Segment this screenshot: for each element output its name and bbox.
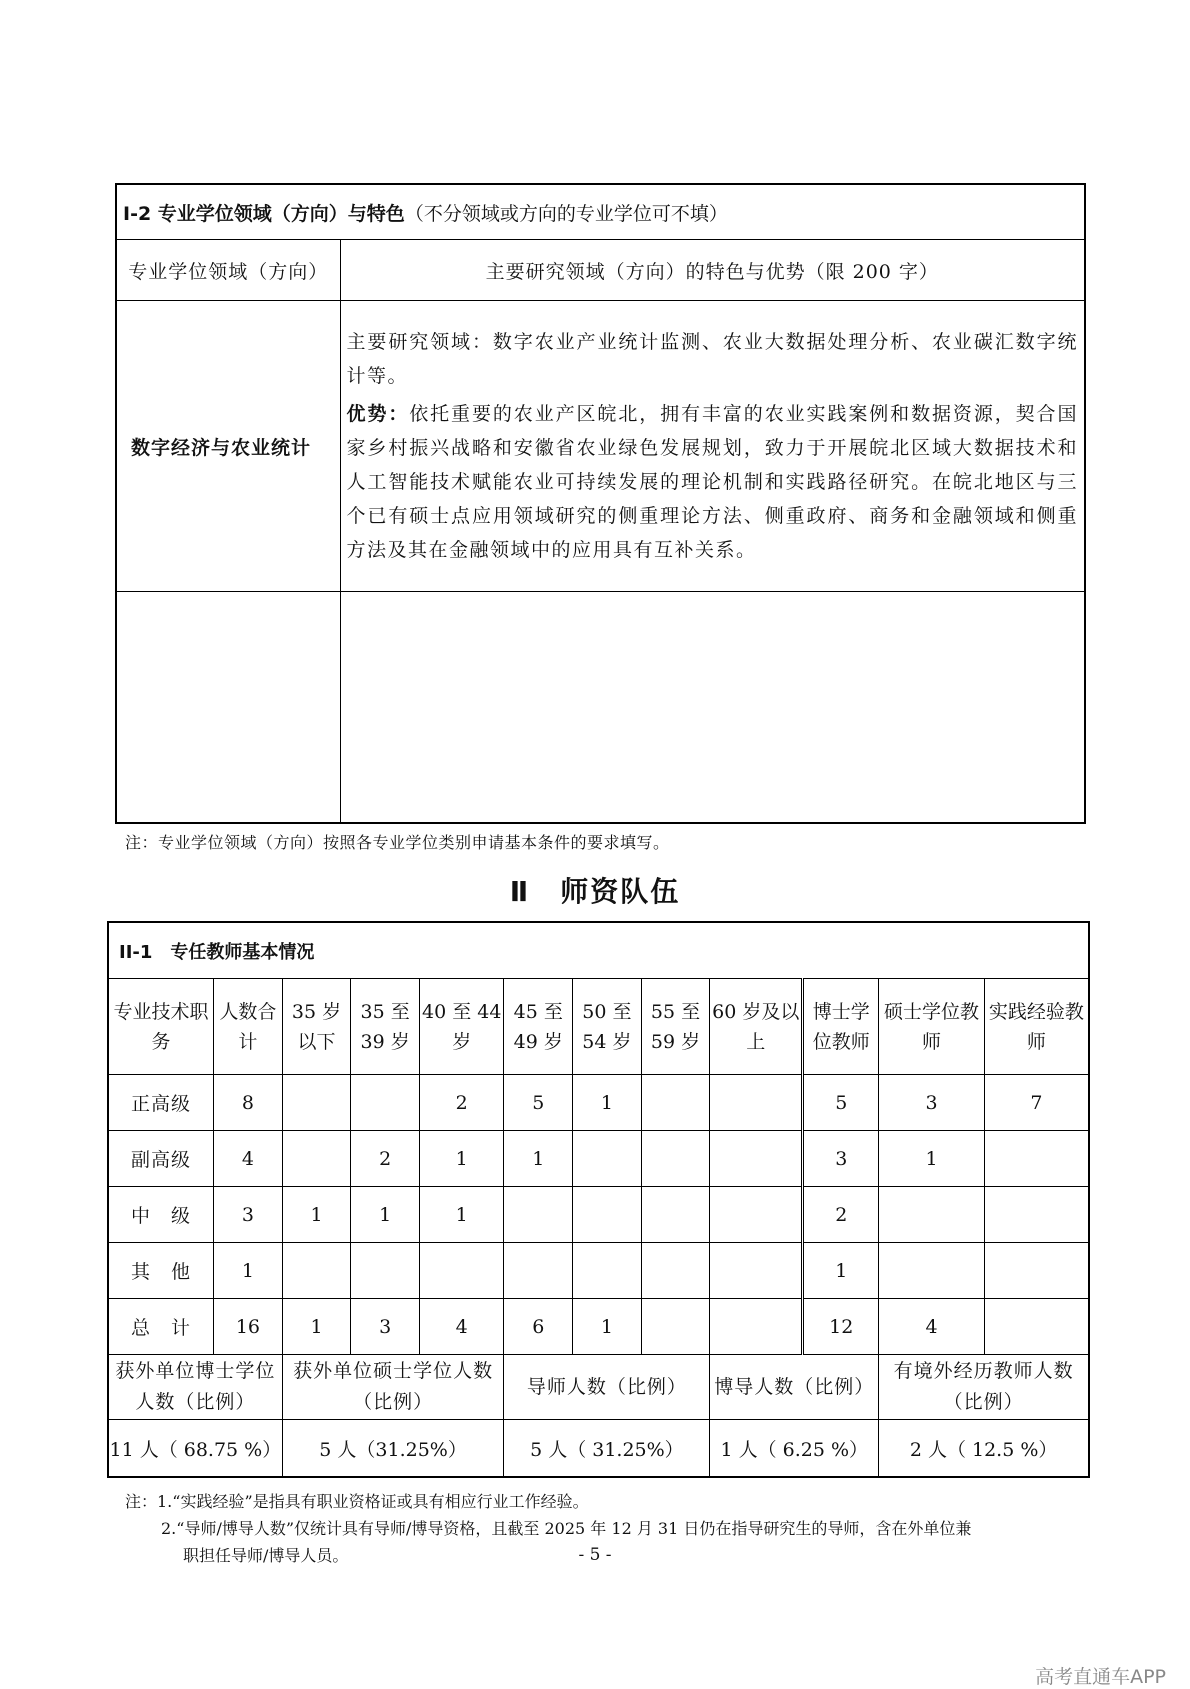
data-cell: 1 <box>504 1131 573 1187</box>
page-number: - 5 - <box>578 1545 612 1565</box>
table-i2-note: （不分领域或方向的专业学位可不填） <box>404 202 728 225</box>
header-cell: 45 至 49 岁 <box>504 979 573 1075</box>
row-label: 副高级 <box>108 1131 214 1187</box>
data-cell: 1 <box>214 1243 283 1299</box>
data-cell <box>504 1243 573 1299</box>
empty-field-cell <box>116 592 340 824</box>
summary-header-cell: 获外单位硕士学位人数（比例） <box>282 1355 504 1420</box>
table-row <box>108 1075 1089 1131</box>
data-cell: 1 <box>351 1187 420 1243</box>
table-i2-number: I-2 <box>123 202 152 225</box>
watermark: 高考直通车APP <box>1035 1666 1166 1688</box>
data-cell <box>984 1243 1089 1299</box>
data-cell <box>710 1075 803 1131</box>
header-row <box>108 979 1089 1075</box>
summary-value-cell: 5 人（ 31.25%） <box>504 1420 710 1478</box>
table-ii1 <box>107 921 1090 1478</box>
data-cell: 7 <box>984 1075 1089 1131</box>
data-cell <box>351 1243 420 1299</box>
data-cell: 1 <box>282 1187 351 1243</box>
header-cell: 35 至 39 岁 <box>351 979 420 1075</box>
header-cell: 专业技术职务 <box>108 979 214 1075</box>
header-cell: 40 至 44 岁 <box>419 979 503 1075</box>
footnote-2-cont: 职担任导师/博导人员。 <box>183 1546 349 1565</box>
table-i2-footnote: 注：专业学位领域（方向）按照各专业学位类别申请基本条件的要求填写。 <box>125 833 670 852</box>
header-cell: 博士学位教师 <box>803 979 879 1075</box>
data-cell: 6 <box>504 1299 573 1355</box>
data-cell <box>984 1299 1089 1355</box>
data-cell: 2 <box>351 1131 420 1187</box>
section-title: Ⅱ 师资队伍 <box>509 875 681 908</box>
data-cell <box>504 1187 573 1243</box>
header-cell: 55 至 59 岁 <box>641 979 710 1075</box>
header-cell: 35 岁以下 <box>282 979 351 1075</box>
table-row <box>108 1131 1089 1187</box>
data-cell <box>282 1243 351 1299</box>
data-cell: 3 <box>879 1075 985 1131</box>
data-cell <box>710 1299 803 1355</box>
data-cell <box>710 1187 803 1243</box>
summary-header-cell: 获外单位博士学位人数（比例） <box>108 1355 282 1420</box>
data-cell: 4 <box>879 1299 985 1355</box>
data-cell: 5 <box>803 1075 879 1131</box>
data-cell: 5 <box>504 1075 573 1131</box>
data-cell <box>879 1187 985 1243</box>
header-cell: 人数合计 <box>214 979 283 1075</box>
col-header-features: 主要研究领域（方向）的特色与优势（限 200 字） <box>340 240 1085 301</box>
row-label: 中 级 <box>108 1187 214 1243</box>
table-row <box>108 1243 1089 1299</box>
row-label: 其 他 <box>108 1243 214 1299</box>
data-cell: 1 <box>879 1131 985 1187</box>
data-cell <box>573 1131 642 1187</box>
data-cell: 1 <box>573 1299 642 1355</box>
summary-value-row <box>108 1420 1089 1478</box>
data-cell: 1 <box>803 1243 879 1299</box>
data-cell: 2 <box>419 1075 503 1131</box>
data-cell <box>282 1131 351 1187</box>
summary-header-row <box>108 1355 1089 1420</box>
data-cell <box>984 1131 1089 1187</box>
data-cell <box>351 1075 420 1131</box>
data-cell <box>573 1187 642 1243</box>
data-cell <box>573 1243 642 1299</box>
summary-header-cell: 导师人数（比例） <box>504 1355 710 1420</box>
row-label: 总 计 <box>108 1299 214 1355</box>
data-cell <box>641 1131 710 1187</box>
field-description-cell <box>340 301 1085 592</box>
data-cell <box>984 1187 1089 1243</box>
table-ii1-title: II-1 专任教师基本情况 <box>108 922 1089 979</box>
table-row-total <box>108 1299 1089 1355</box>
data-cell <box>282 1075 351 1131</box>
data-cell: 1 <box>282 1299 351 1355</box>
data-cell: 8 <box>214 1075 283 1131</box>
empty-description-cell <box>340 592 1085 824</box>
summary-value-cell: 1 人（ 6.25 %） <box>710 1420 879 1478</box>
header-cell: 60 岁及以上 <box>710 979 803 1075</box>
footnote-2: 2.“导师/博导人数”仅统计具有导师/博导资格，且截至 2025 年 12 月 31 日仍在指导研究生的导师，含在外单位兼 <box>161 1519 972 1538</box>
table-row <box>108 1187 1089 1243</box>
data-cell <box>641 1187 710 1243</box>
advantages: 优势：依托重要的农业产区皖北，拥有丰富的农业实践案例和数据资源，契合国家乡村振兴战略和安徽省农业绿色发展规划，致力于开展皖北区域大数据技术和人工智能技术赋能农业可持续发展的理论机制和实践路径研究。在皖北地区与三个已有硕士点应用领域研究的侧重理论方法、侧重政府、商务和金融领域和侧重方法及其在金融领域中的应用具有互补关系。 <box>346 403 1078 561</box>
table-i2-heading: 专业学位领域（方向）与特色 <box>151 202 405 225</box>
data-cell <box>641 1075 710 1131</box>
data-cell <box>879 1243 985 1299</box>
data-cell <box>641 1243 710 1299</box>
summary-value-cell: 2 人（ 12.5 %） <box>879 1420 1089 1478</box>
data-cell: 3 <box>351 1299 420 1355</box>
data-cell <box>419 1243 503 1299</box>
row-label: 正高级 <box>108 1075 214 1131</box>
data-cell: 4 <box>214 1131 283 1187</box>
data-cell: 2 <box>803 1187 879 1243</box>
data-cell: 12 <box>803 1299 879 1355</box>
data-cell: 3 <box>803 1131 879 1187</box>
data-cell: 3 <box>214 1187 283 1243</box>
summary-header-cell: 有境外经历教师人数（比例） <box>879 1355 1089 1420</box>
data-cell <box>641 1299 710 1355</box>
data-cell: 1 <box>419 1131 503 1187</box>
table-i2 <box>115 183 1086 824</box>
header-cell: 硕士学位教师 <box>879 979 985 1075</box>
footnote-1: 注：1.“实践经验”是指具有职业资格证或具有相应行业工作经验。 <box>125 1492 589 1511</box>
table-i2-title <box>116 184 1085 240</box>
data-cell <box>710 1243 803 1299</box>
header-cell: 实践经验教师 <box>984 979 1089 1075</box>
header-cell: 50 至 54 岁 <box>573 979 642 1075</box>
col-header-field: 专业学位领域（方向） <box>116 240 340 301</box>
summary-header-cell: 博导人数（比例） <box>710 1355 879 1420</box>
data-cell: 1 <box>573 1075 642 1131</box>
summary-value-cell: 11 人（ 68.75 %） <box>108 1420 282 1478</box>
data-cell: 1 <box>419 1187 503 1243</box>
data-cell <box>710 1131 803 1187</box>
data-cell: 4 <box>419 1299 503 1355</box>
summary-value-cell: 5 人（31.25%） <box>282 1420 504 1478</box>
research-areas: 主要研究领域：数字农业产业统计监测、农业大数据处理分析、农业碳汇数字统计等。 <box>346 331 1078 387</box>
field-name-cell: 数字经济与农业统计 <box>116 301 340 592</box>
data-cell: 16 <box>214 1299 283 1355</box>
